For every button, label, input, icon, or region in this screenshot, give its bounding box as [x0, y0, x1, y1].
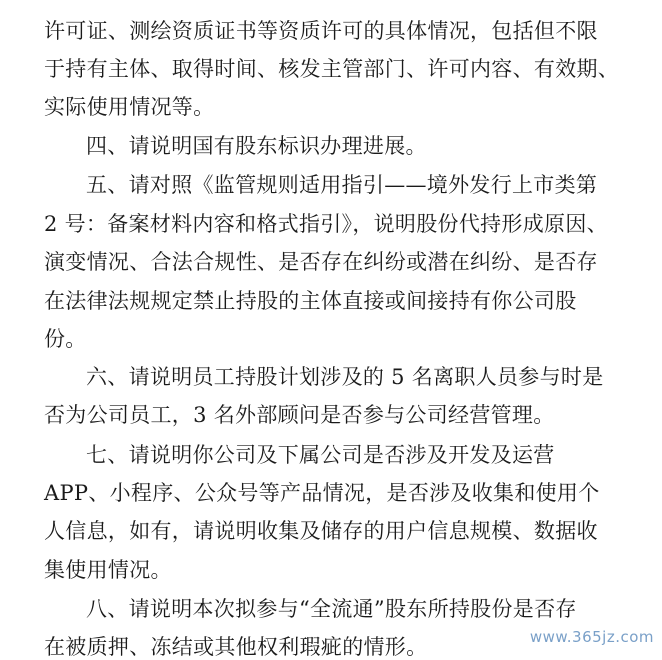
- watermark: www.365jz.com: [529, 628, 654, 646]
- text-line: 六、请说明员工持股计划涉及的 5 名离职人员参与时是: [86, 365, 604, 389]
- text-line: 份。: [44, 327, 87, 351]
- text-line: 实际使用情况等。: [44, 95, 215, 119]
- text-line: APP、小程序、公众号等产品情况，是否涉及收集和使用个: [44, 481, 600, 505]
- text-line: 在被质押、冻结或其他权利瑕疵的情形。: [44, 635, 428, 659]
- text-line: 在法律法规规定禁止持股的主体直接或间接持有你公司股: [44, 289, 577, 313]
- text-line: 集使用情况。: [44, 558, 172, 582]
- text-line: 八、请说明本次拟参与“全流通”股东所持股份是否存: [86, 597, 577, 621]
- text-line: 人信息，如有，请说明收集及储存的用户信息规模、数据收: [44, 519, 598, 543]
- text-line: 许可证、测绘资质证书等资质许可的具体情况，包括但不限: [44, 19, 598, 43]
- text-line: 2 号：备案材料内容和格式指引》，说明股份代持形成原因、: [44, 212, 608, 236]
- text-line: 七、请说明你公司及下属公司是否涉及开发及运营: [86, 443, 555, 467]
- text-line: 五、请对照《监管规则适用指引——境外发行上市类第: [86, 173, 598, 197]
- text-line: 四、请说明国有股东标识办理进展。: [86, 134, 427, 158]
- text-line: 于持有主体、取得时间、核发主管部门、许可内容、有效期、: [44, 57, 620, 81]
- text-line: 否为公司员工，3 名外部顾问是否参与公司经营管理。: [44, 403, 555, 427]
- text-line: 演变情况、合法合规性、是否存在纠纷或潜在纠纷、是否存: [44, 250, 598, 274]
